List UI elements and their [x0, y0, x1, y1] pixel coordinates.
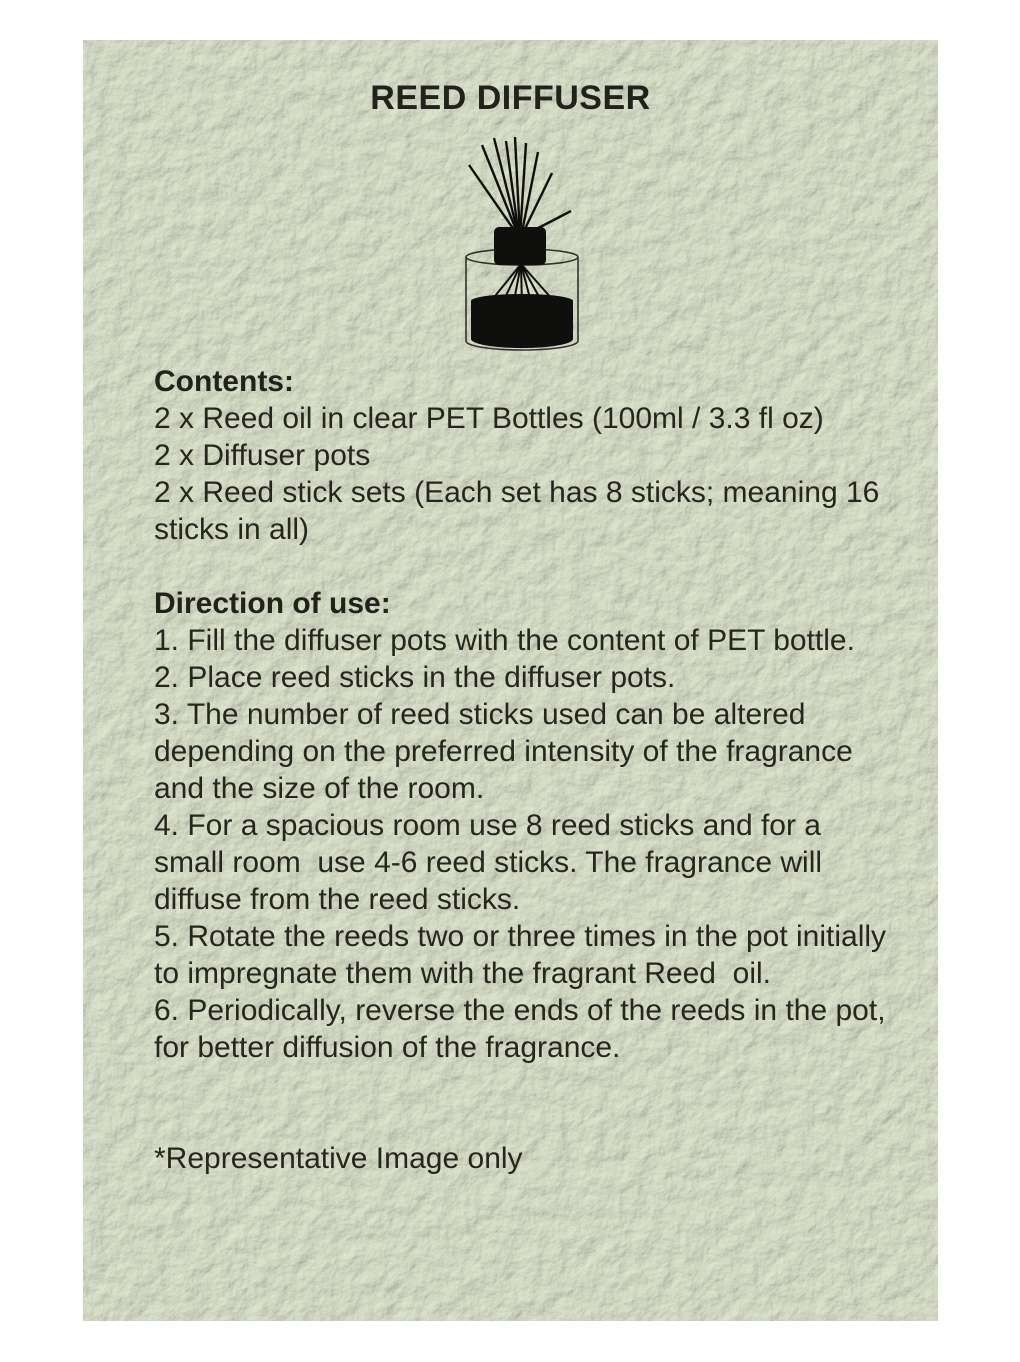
direction-step-2: 2. Place reed sticks in the diffuser pots.	[154, 661, 676, 694]
direction-step-1: 1. Fill the diffuser pots with the content of PET bottle.	[154, 624, 855, 657]
diffuser-cap-icon	[494, 227, 546, 265]
reed-diffuser-illustration	[457, 137, 585, 352]
direction-step-5: 5. Rotate the reeds two or three times in the pot initially to impregnate them with the fragrant Reed oil.	[154, 920, 895, 990]
contents-item-sticks: 2 x Reed stick sets (Each set has 8 sticks; meaning 16 sticks in all)	[154, 476, 888, 546]
panel-content	[83, 40, 938, 1321]
footnote: *Representative Image only	[154, 1142, 523, 1175]
textured-panel	[83, 40, 938, 1321]
direction-step-4: 4. For a spacious room use 8 reed sticks and for a small room use 4-6 reed sticks. The fragrance will diffuse from the reed sticks.	[154, 809, 831, 916]
contents-item-pots: 2 x Diffuser pots	[154, 439, 371, 472]
reed-sticks-icon	[469, 137, 571, 237]
direction-step-3: 3. The number of reed sticks used can be altered depending on the preferred intensity of the fragrance and the size of the room.	[154, 698, 862, 805]
text-body	[154, 363, 898, 1177]
directions-heading: Direction of use:	[154, 587, 391, 620]
contents-heading: Contents:	[154, 365, 294, 398]
direction-step-6: 6. Periodically, reverse the ends of the reeds in the pot, for better diffusion of the fragrance.	[154, 994, 894, 1064]
contents-item-bottles: 2 x Reed oil in clear PET Bottles (100ml / 3.3 fl oz)	[154, 402, 824, 435]
page-title: REED DIFFUSER	[370, 79, 651, 117]
oil-liquid-icon	[471, 294, 573, 348]
